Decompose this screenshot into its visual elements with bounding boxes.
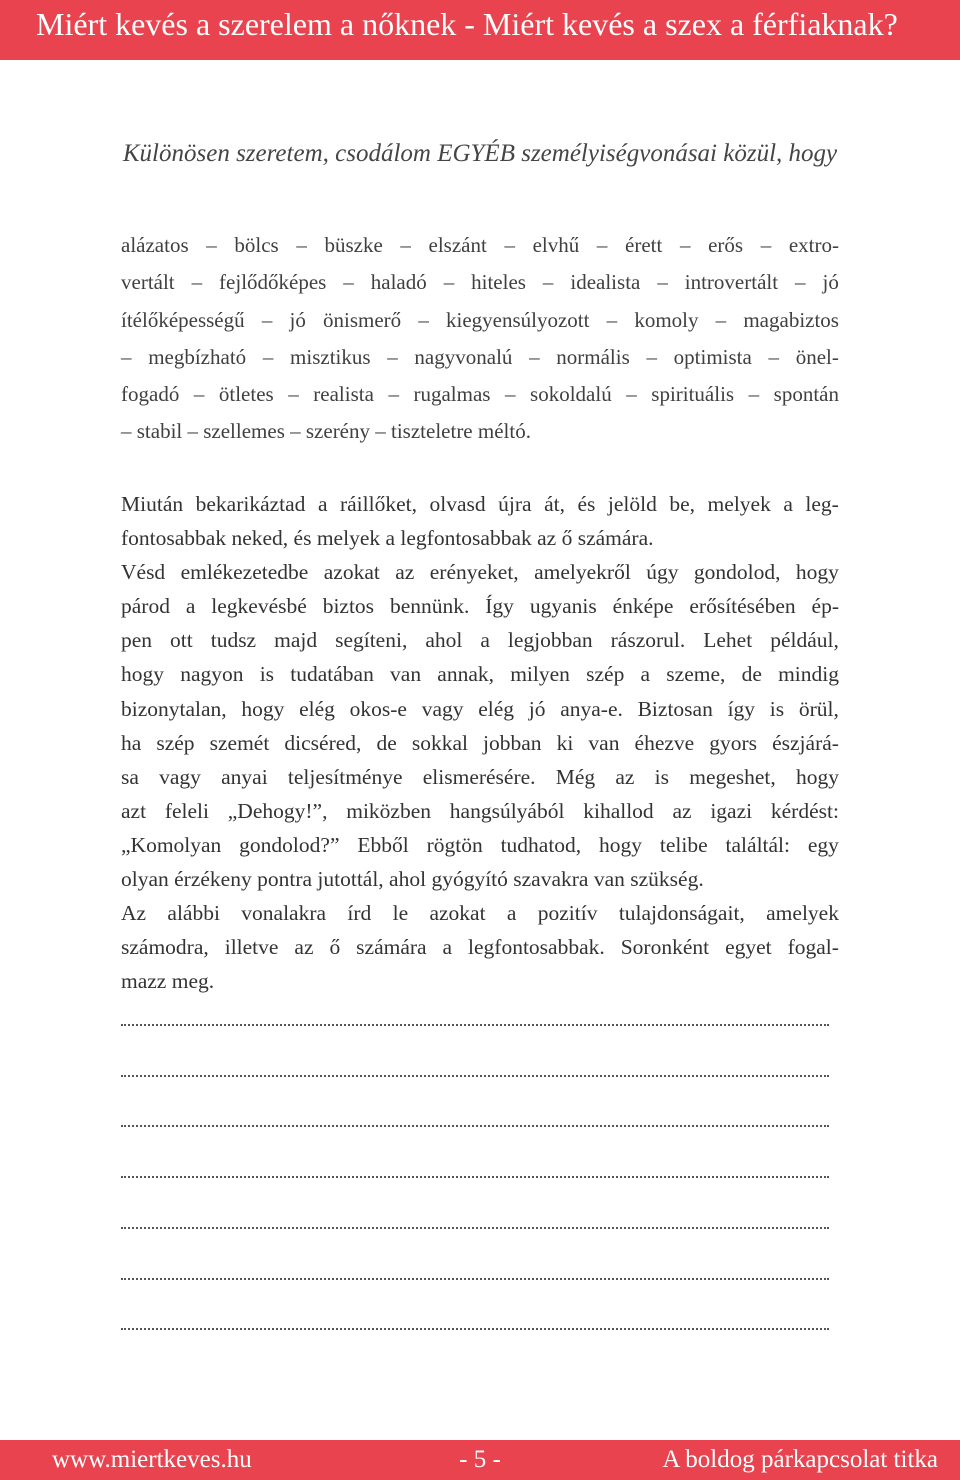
body-word: legjobban — [507, 628, 593, 653]
body-word: is — [654, 764, 670, 789]
body-word: ott — [170, 628, 193, 653]
body-line — [121, 623, 839, 657]
trait-word: ötletes — [218, 382, 274, 407]
body-word: olvasd — [429, 492, 486, 516]
trait-word: – — [504, 233, 515, 257]
trait-word: spontán — [773, 382, 839, 407]
body-word: éhezve — [634, 730, 695, 755]
body-word: mindig — [778, 662, 839, 687]
trait-word: – — [542, 270, 554, 295]
body-word: örül, — [798, 696, 839, 721]
body-word: sokkal — [411, 730, 468, 755]
body-word: Miután — [121, 492, 184, 516]
trait-word: fogadó — [121, 382, 180, 407]
body-word: gondolod, — [693, 560, 781, 585]
body-word: pen — [121, 628, 153, 653]
body-line — [121, 930, 839, 964]
trait-word: – — [206, 233, 217, 257]
trait-word: érett — [625, 233, 663, 257]
body-word: azt — [121, 798, 147, 823]
body-word: úgy — [646, 560, 679, 585]
trait-word: – — [795, 270, 806, 295]
trait-word: – — [768, 344, 780, 369]
body-word: rögtön — [426, 832, 483, 857]
body-word: bizonytalan, — [121, 696, 227, 721]
body-word: fontosabbak neked, és melyek a legfontosabbak az ő számára. — [121, 526, 654, 551]
trait-word: optimista — [673, 344, 752, 369]
trait-word: önel- — [795, 344, 839, 369]
trait-word: – — [760, 233, 772, 257]
trait-word: – — [262, 344, 274, 369]
body-word: Így — [485, 594, 514, 619]
body-word: kérdést: — [770, 798, 839, 823]
body-word: mazz meg. — [121, 969, 215, 994]
trait-word: – — [596, 233, 608, 257]
trait-word: fejlődőképes — [219, 270, 327, 295]
body-word: tudsz — [210, 628, 257, 653]
body-line — [121, 589, 839, 623]
body-word: ugyanis — [529, 594, 597, 619]
trait-word: – — [529, 344, 540, 369]
body-word: erényeket, — [429, 560, 519, 585]
body-word: feleli — [164, 798, 209, 823]
body-word: legkevésbé — [211, 594, 307, 619]
body-word: ha — [121, 730, 142, 755]
answer-line[interactable] — [121, 1075, 829, 1077]
trait-word: – — [505, 382, 516, 407]
body-word: szép — [586, 662, 625, 687]
trait-word: sokoldalú — [530, 382, 612, 407]
trait-word: elvhű — [532, 233, 580, 257]
body-word: igazi — [710, 798, 753, 823]
body-word: alábbi — [167, 901, 220, 926]
body-word: illetve — [224, 935, 279, 960]
trait-word: – — [418, 307, 429, 332]
trait-line — [121, 227, 839, 264]
body-word: olyan érzékeny pontra jutottál, ahol gyógyító szavakra van szükség. — [121, 867, 704, 892]
body-line — [121, 896, 839, 930]
body-word: egy — [807, 832, 839, 857]
trait-list — [121, 227, 839, 451]
trait-word: – — [388, 382, 399, 407]
body-word: ő — [329, 935, 341, 960]
trait-word: vertált — [121, 270, 175, 295]
body-word: rászorul. — [610, 628, 686, 653]
body-word: megeshet, — [689, 764, 776, 789]
body-word: tudhatod, — [500, 832, 582, 857]
body-word: azokat — [429, 901, 486, 926]
body-word: annak, — [437, 662, 494, 687]
body-word: Még — [555, 764, 596, 789]
body-word: jó — [528, 696, 546, 721]
body-word: telibe — [659, 832, 708, 857]
body-word: legfontosabbak. — [468, 935, 605, 960]
body-line — [121, 862, 839, 896]
body-word: hogy — [796, 764, 839, 789]
trait-word: bölcs — [234, 233, 279, 257]
body-word: ki — [556, 730, 574, 755]
body-word: például, — [770, 628, 839, 653]
trait-word: jó — [289, 307, 306, 332]
answer-line[interactable] — [121, 1125, 829, 1127]
body-word: a — [506, 901, 517, 926]
body-line — [121, 726, 839, 760]
body-word: gondolod?” — [239, 832, 340, 857]
trait-word: – stabil – szellemes – szerény – tiszteletre méltó. — [121, 419, 531, 444]
trait-word: introvertált — [684, 270, 779, 295]
body-word: miközben — [346, 798, 432, 823]
trait-word: – — [288, 382, 299, 407]
body-word: át, — [544, 492, 565, 516]
trait-word: – — [626, 382, 637, 407]
body-word: bekarikáztad — [195, 492, 306, 516]
body-word: írd — [347, 901, 372, 926]
trait-word: megbízható — [148, 344, 247, 369]
body-word: a — [185, 594, 196, 619]
body-word: van — [390, 662, 422, 687]
body-word: Vésd — [121, 560, 166, 585]
body-word: ahol — [425, 628, 463, 653]
body-word: jobban — [483, 730, 542, 755]
body-word: találtál: — [725, 832, 790, 857]
trait-word: elszánt — [428, 233, 487, 257]
trait-word: ítélőképességű — [121, 307, 245, 332]
body-word: teljesítménye — [287, 764, 403, 789]
body-word: az — [395, 560, 415, 585]
trait-word: realista — [313, 382, 374, 407]
body-word: Lehet — [703, 628, 753, 653]
body-word: a — [783, 492, 793, 516]
trait-word: – — [657, 270, 668, 295]
body-line — [121, 487, 839, 521]
body-word: a — [442, 935, 453, 960]
body-word: bennünk. — [389, 594, 470, 619]
body-word: van — [588, 730, 620, 755]
body-word: emlékezetedbe — [180, 560, 309, 585]
body-word: anya-e. — [560, 696, 623, 721]
trait-word: – — [121, 344, 132, 369]
body-word: de — [741, 662, 762, 687]
body-word: sa — [121, 764, 139, 789]
body-word: milyen — [510, 662, 570, 687]
body-line — [121, 692, 839, 726]
body-word: szeme, — [666, 662, 726, 687]
body-word: elég — [299, 696, 335, 721]
body-word: és — [577, 492, 596, 516]
body-word: hogy — [599, 832, 643, 857]
trait-line — [121, 264, 839, 301]
trait-word: – — [606, 307, 618, 332]
trait-word: extro- — [788, 233, 839, 257]
body-word: majd — [274, 628, 318, 653]
body-word: is — [769, 696, 785, 721]
trait-word: komoly — [634, 307, 699, 332]
trait-word: – — [443, 270, 455, 295]
body-word: Biztosan — [637, 696, 713, 721]
body-word: vagy — [159, 764, 201, 789]
body-word: amelyek — [766, 901, 839, 926]
body-word: egyet — [725, 935, 772, 960]
trait-word: alázatos — [121, 233, 189, 257]
body-word: gyors — [709, 730, 758, 755]
body-word: ráillőket, — [339, 492, 417, 516]
trait-word: – — [679, 233, 691, 257]
body-word: a — [480, 628, 490, 653]
body-line — [121, 794, 839, 828]
body-word: tulajdonságait, — [618, 901, 745, 926]
body-word: hogy — [241, 696, 285, 721]
footer-url[interactable]: www.miertkeves.hu — [52, 1446, 252, 1473]
body-word: fogal- — [787, 935, 839, 960]
body-word: szép — [156, 730, 195, 755]
body-word: elismerésére. — [422, 764, 536, 789]
trait-word: – — [715, 307, 727, 332]
trait-word: – — [296, 233, 307, 257]
body-word: „Komolyan — [121, 832, 222, 857]
trait-word: magabiztos — [743, 307, 839, 332]
intro-sentence: Különösen szeretem, csodálom EGYÉB személyiségvonásai közül, hogy — [122, 140, 838, 167]
trait-word: – — [748, 382, 760, 407]
body-word: ép- — [811, 594, 839, 619]
trait-word: önismerő — [323, 307, 402, 332]
page-number: - 5 - — [459, 1446, 501, 1473]
answer-line[interactable] — [121, 1024, 829, 1026]
trait-word: haladó — [370, 270, 427, 295]
body-word: hogy — [795, 560, 839, 585]
body-word: de — [376, 730, 397, 755]
trait-line — [121, 339, 839, 376]
body-word: énképe — [612, 594, 674, 619]
trait-word: idealista — [570, 270, 641, 295]
instruction-text — [121, 487, 839, 998]
body-word: „Dehogy!”, — [227, 798, 328, 823]
body-line — [121, 521, 839, 555]
trait-word: misztikus — [290, 344, 371, 369]
body-word: Ebből — [357, 832, 409, 857]
body-word: újra — [498, 492, 532, 516]
body-word: a — [640, 662, 651, 687]
trait-line — [121, 413, 839, 450]
body-word: okos-e — [349, 696, 407, 721]
body-word: az — [294, 935, 314, 960]
body-word: a — [317, 492, 328, 516]
body-word: pozitív — [537, 901, 598, 926]
body-word: tudatában — [290, 662, 374, 687]
body-line — [121, 760, 839, 794]
trait-word: – — [400, 233, 411, 257]
body-word: hogy — [121, 662, 164, 687]
trait-word: hiteles — [471, 270, 526, 295]
body-word: így — [727, 696, 756, 721]
body-word: szemét — [209, 730, 270, 755]
body-word: észjárá- — [772, 730, 839, 755]
body-word: párod — [121, 594, 170, 619]
body-word: az — [615, 764, 635, 789]
trait-word: – — [387, 344, 398, 369]
trait-word: – — [193, 382, 205, 407]
answer-line[interactable] — [121, 1176, 829, 1178]
body-word: leg- — [805, 492, 839, 516]
body-word: biztos — [322, 594, 375, 619]
body-word: erősítésében — [689, 594, 796, 619]
body-line — [121, 555, 839, 589]
trait-word: spirituális — [651, 382, 735, 407]
body-line — [121, 828, 839, 862]
body-word: anyai — [221, 764, 268, 789]
trait-word: büszke — [324, 233, 383, 257]
trait-word: kiegyensúlyozott — [446, 307, 590, 332]
trait-line — [121, 302, 839, 339]
trait-word: – — [191, 270, 203, 295]
body-word: is — [259, 662, 275, 687]
page-header — [0, 0, 960, 60]
header-title: Miért kevés a szerelem a nőknek - Miért kevés a szex a férfiaknak? — [36, 6, 898, 42]
body-word: jelöld — [607, 492, 657, 516]
body-word: be, — [669, 492, 696, 516]
footer-book-title: A boldog párkapcsolat titka — [662, 1446, 938, 1473]
answer-line[interactable] — [121, 1328, 829, 1330]
trait-line — [121, 376, 839, 413]
trait-word: – — [261, 307, 273, 332]
body-line — [121, 657, 839, 691]
body-word: azokat — [323, 560, 380, 585]
body-word: számára — [356, 935, 427, 960]
trait-word: rugalmas — [413, 382, 491, 407]
answer-line[interactable] — [121, 1227, 829, 1229]
body-word: amelyekről — [534, 560, 631, 585]
body-word: az — [672, 798, 692, 823]
body-word: hangsúlyából — [449, 798, 565, 823]
trait-word: jó — [822, 270, 839, 295]
body-word: Az — [121, 901, 147, 926]
trait-word: – — [343, 270, 354, 295]
body-word: segíteni, — [335, 628, 408, 653]
trait-word: erős — [708, 233, 744, 257]
body-word: Soronként — [620, 935, 710, 960]
body-word: kihallod — [583, 798, 654, 823]
trait-word: normális — [556, 344, 630, 369]
body-word: melyek — [707, 492, 771, 516]
body-line — [121, 964, 839, 998]
trait-word: – — [646, 344, 657, 369]
body-word: nagyon — [180, 662, 244, 687]
body-word: le — [392, 901, 409, 926]
page-footer — [0, 1440, 960, 1480]
body-word: vonalakra — [241, 901, 327, 926]
body-word: elég — [478, 696, 515, 721]
trait-word: nagyvonalú — [414, 344, 513, 369]
body-word: számodra, — [121, 935, 209, 960]
body-word: dicséred, — [284, 730, 362, 755]
answer-line[interactable] — [121, 1278, 829, 1280]
body-word: vagy — [421, 696, 464, 721]
